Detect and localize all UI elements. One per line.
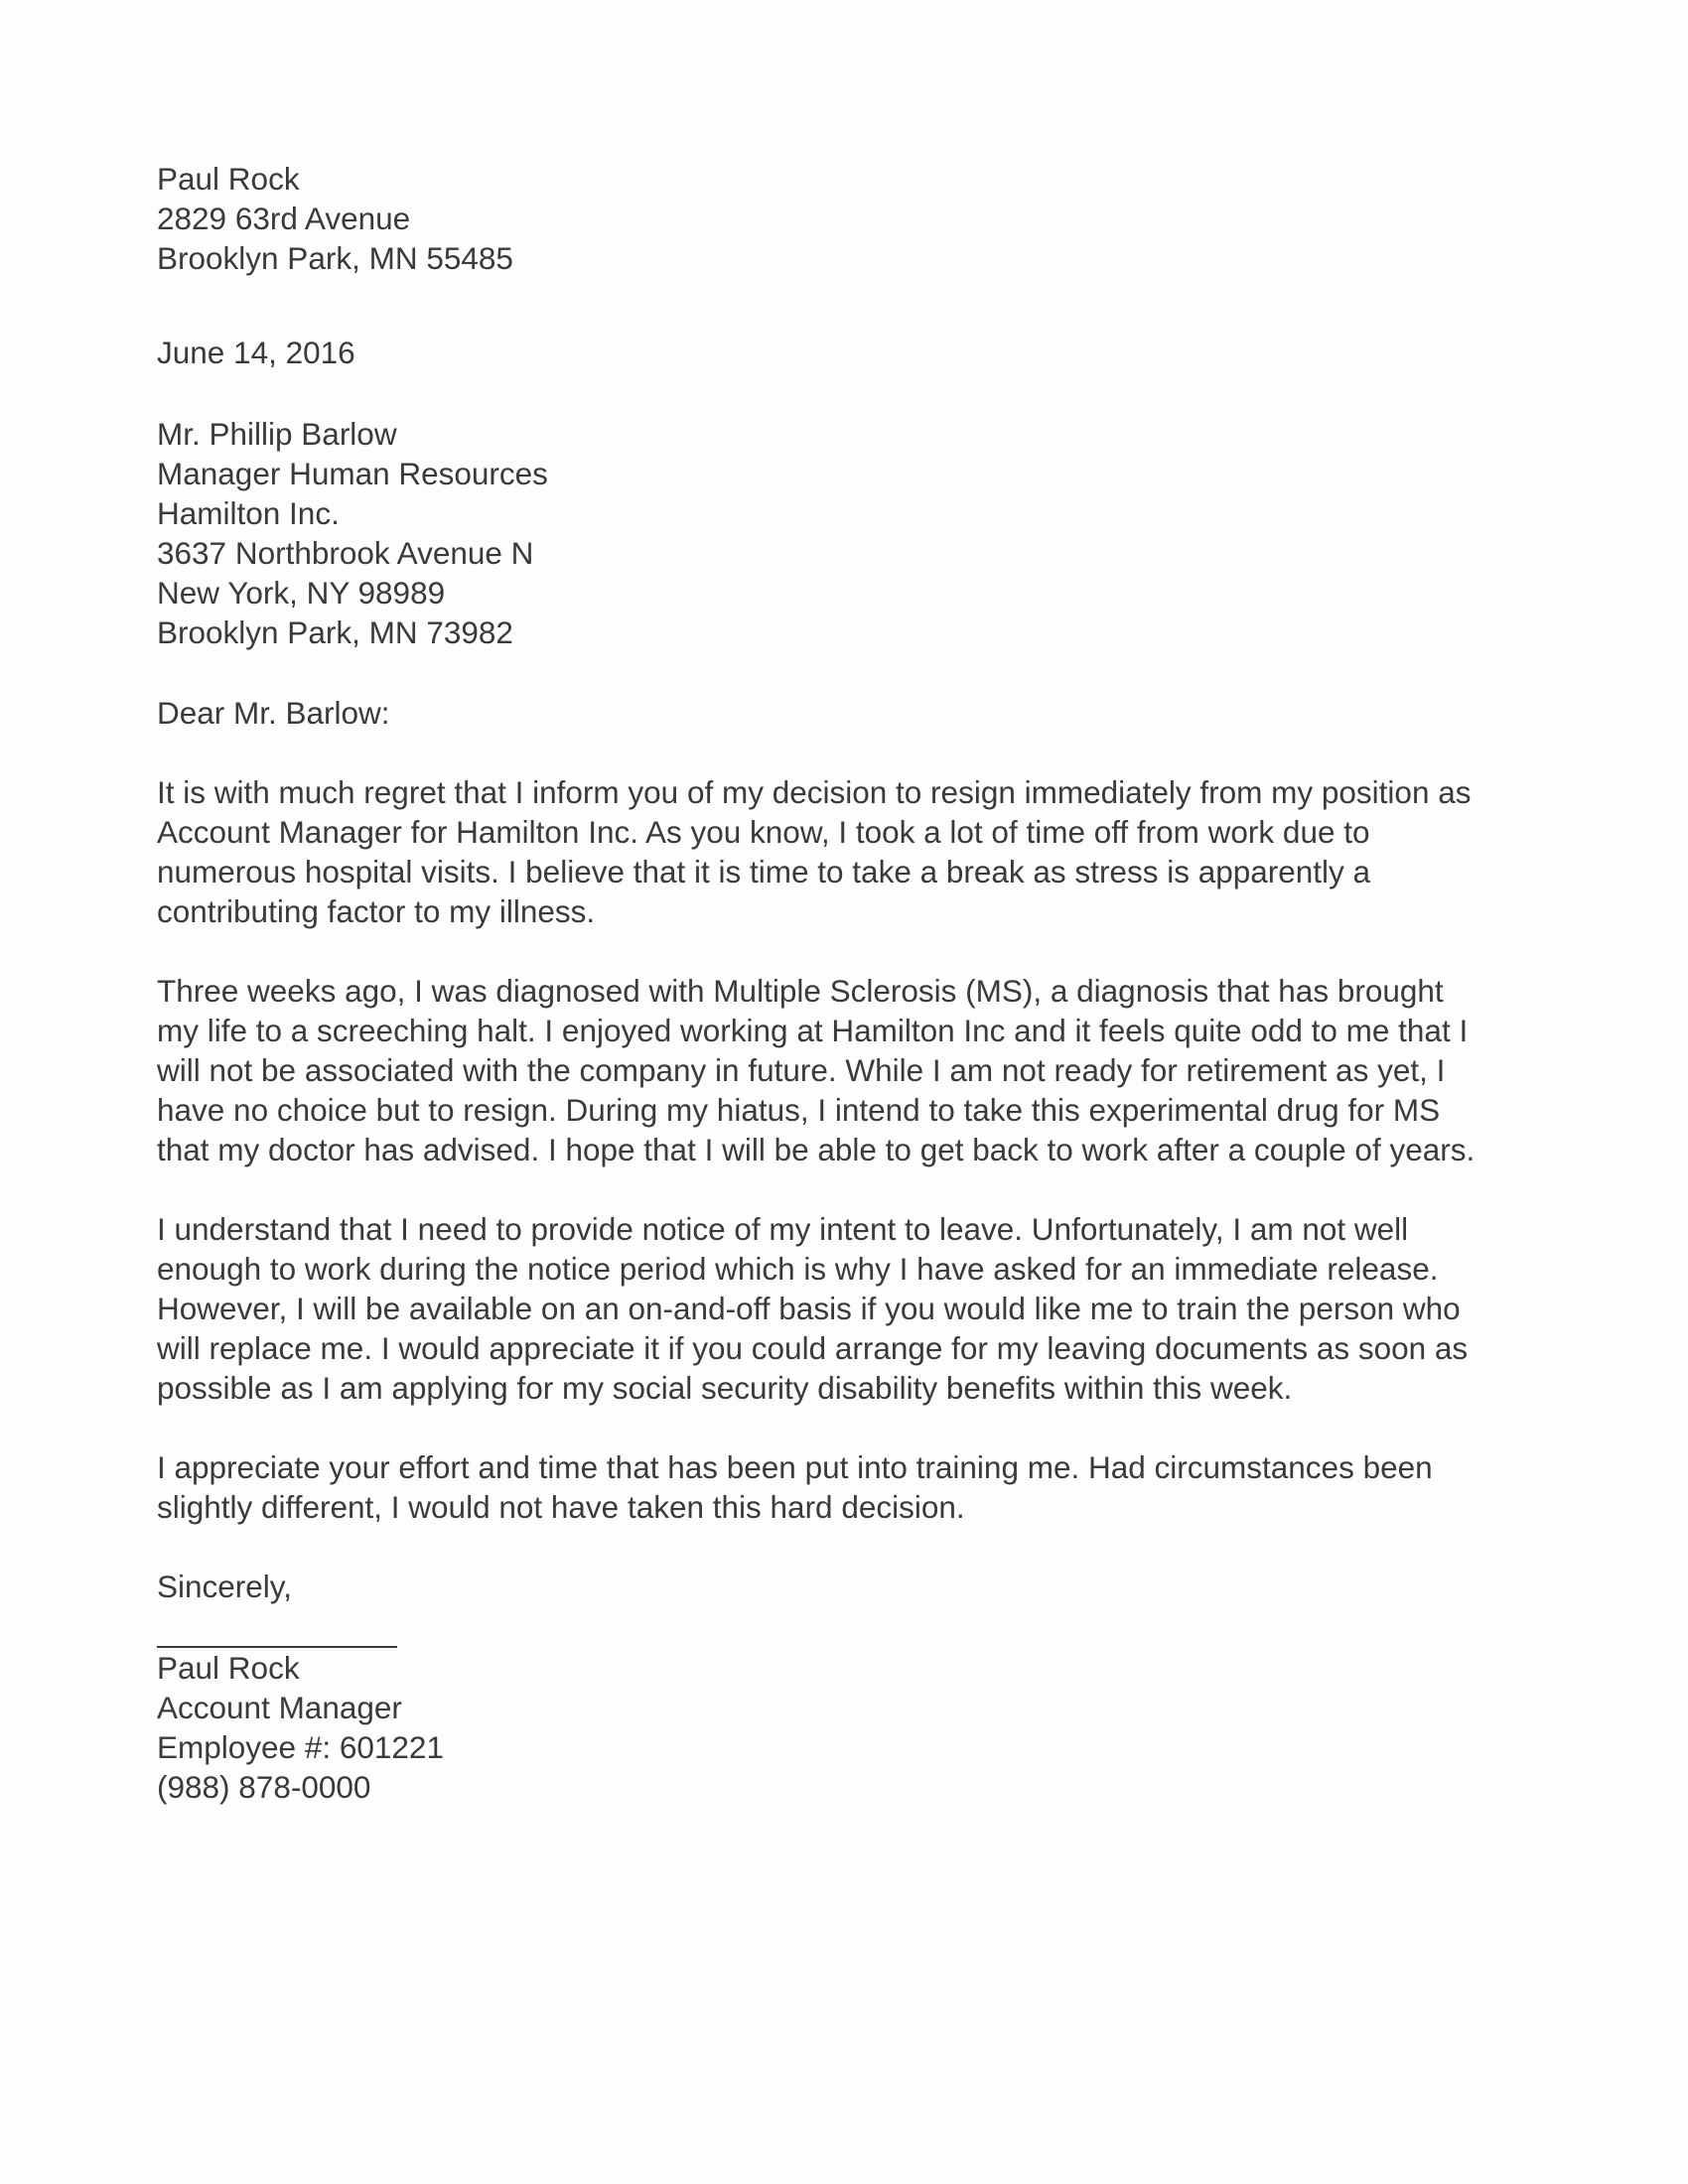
closing: Sincerely,	[157, 1569, 292, 1604]
body-paragraph-3: I understand that I need to provide notice of my intent to leave. Unfortunately, I am not well enough to work during the notice period which is why I have asked for an immediate release. However, I will be available on an on-and-off basis if you would like me to train the person who will replace me. I would appreciate it if you could arrange for my leaving documents as soon as possible as I am applying for my social security disability benefits within this week.	[157, 1211, 1469, 1406]
signature-block	[157, 1648, 1547, 1807]
letter-page	[157, 159, 1547, 1807]
salutation: Dear Mr. Barlow:	[157, 695, 390, 731]
sender-name: Paul Rock	[157, 161, 300, 197]
signature-employee-number: Employee #: 601221	[157, 1729, 444, 1765]
recipient-company: Hamilton Inc.	[157, 495, 340, 531]
recipient-address-line3: Brooklyn Park, MN 73982	[157, 614, 513, 650]
body-paragraph-1: It is with much regret that I inform you of my decision to resign immediately from my position as Account Manager for Hamilton Inc. As you know, I took a lot of time off from work due to numerous hospital visits. I believe that it is time to take a break as stress is apparently a contributing factor to my illness.	[157, 774, 1472, 929]
recipient-address-line1: 3637 Northbrook Avenue N	[157, 535, 534, 571]
recipient-name: Mr. Phillip Barlow	[157, 416, 397, 452]
signature-name: Paul Rock	[157, 1650, 300, 1686]
body-paragraph-2: Three weeks ago, I was diagnosed with Multiple Sclerosis (MS), a diagnosis that has brought my life to a screeching halt. I enjoyed working at Hamilton Inc and it feels quite odd to me that I will not be associated with the company in future. While I am not ready for retirement as yet, I have no choice but to resign. During my hiatus, I intend to take this experimental drug for MS that my doctor has advised. I hope that I will be able to get back to work after a couple of years.	[157, 973, 1476, 1167]
body-paragraph-4: I appreciate your effort and time that has been put into training me. Had circumstances been slightly different, I would not have taken this hard decision.	[157, 1449, 1433, 1525]
letter-date: June 14, 2016	[157, 335, 355, 370]
sender-address-line1: 2829 63rd Avenue	[157, 201, 411, 236]
recipient-block	[157, 414, 1547, 652]
sender-address-line2: Brooklyn Park, MN 55485	[157, 240, 513, 276]
signature-phone: (988) 878-0000	[157, 1769, 371, 1805]
signature-title: Account Manager	[157, 1690, 402, 1725]
recipient-address-line2: New York, NY 98989	[157, 575, 446, 611]
sender-block	[157, 159, 1547, 278]
recipient-title: Manager Human Resources	[157, 456, 548, 491]
